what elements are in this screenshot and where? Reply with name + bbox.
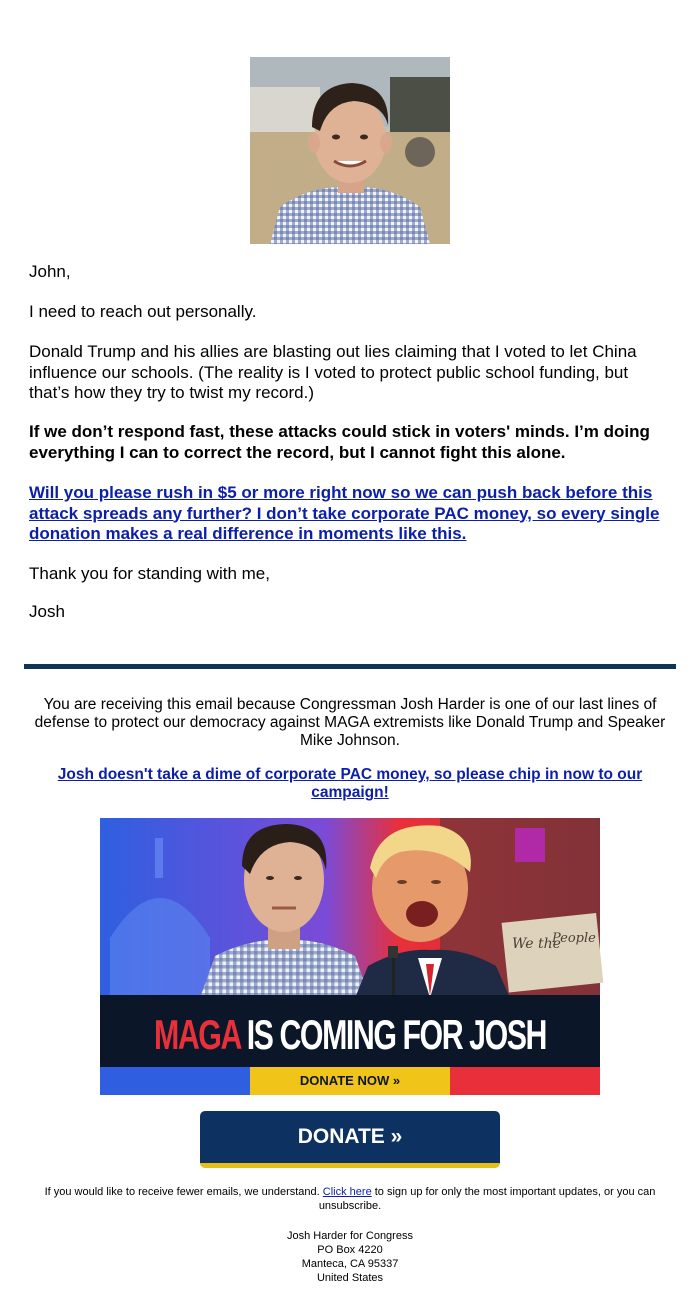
pac-link-paragraph[interactable] — [24, 766, 676, 802]
greeting: John, — [29, 262, 71, 281]
address-country: United States — [316, 1272, 384, 1284]
banner-headline — [154, 1011, 662, 1058]
candidate-photo — [250, 57, 450, 244]
banner-donate-now[interactable]: DONATE NOW » — [299, 1073, 401, 1088]
banner-headline-maga: MAGA — [154, 1011, 275, 1058]
protest-sign — [515, 828, 545, 862]
candidate-photo-illustration — [250, 57, 450, 244]
unsubscribe-post: to sign up for only the most important updates, or you can unsubscribe. — [318, 1186, 656, 1212]
unsubscribe-pre: If you would like to receive fewer emails, we understand. — [44, 1186, 320, 1198]
address-city: Manteca, CA 95337 — [301, 1258, 399, 1270]
banner-graphic — [100, 818, 662, 1095]
urgent-paragraph: If we don’t respond fast, these attacks could stick in voters' minds. I’m doing everything I can to correct the record, but I cannot fight this alone. — [29, 422, 650, 462]
pac-donate-link[interactable]: Josh doesn't take a dime of corporate PAC money, so please chip in now to our campaign! — [57, 766, 643, 801]
donation-link-paragraph[interactable] — [29, 483, 669, 545]
intro-paragraph: I need to reach out personally. — [29, 302, 257, 321]
address-po-box: PO Box 4220 — [317, 1244, 383, 1256]
footer-reason: You are receiving this email because Congressman Josh Harder is one of our last lines of defense to protect our democracy against MAGA extremists like Donald Trump and Speaker Mike Johnson. — [34, 696, 666, 749]
campaign-banner[interactable] — [100, 818, 662, 1095]
donate-button[interactable]: DONATE » — [200, 1111, 500, 1168]
address-org: Josh Harder for Congress — [287, 1230, 413, 1242]
unsubscribe-notice — [24, 1185, 676, 1213]
footer-divider — [24, 664, 676, 669]
constitution-text-2: People — [552, 931, 596, 946]
click-here-link[interactable]: Click here — [322, 1186, 372, 1198]
closing: Thank you for standing with me, — [29, 564, 270, 583]
constitution-text-1: We the — [512, 936, 561, 952]
donation-ask-link[interactable]: Will you please rush in $5 or more right now so we can push back before this attack spreads any further? I don’t take corporate PAC money, so every single donation makes a real difference in moments like this. — [29, 483, 660, 543]
mailing-address — [24, 1229, 676, 1285]
banner-headline-rest: IS COMING FOR JOSH — [246, 1011, 662, 1058]
signature: Josh — [29, 602, 65, 621]
attack-paragraph: Donald Trump and his allies are blasting out lies claiming that I voted to let China influence our schools. (The reality is I voted to protect public school funding, but that’s how they try to twist my record.) — [29, 342, 637, 402]
